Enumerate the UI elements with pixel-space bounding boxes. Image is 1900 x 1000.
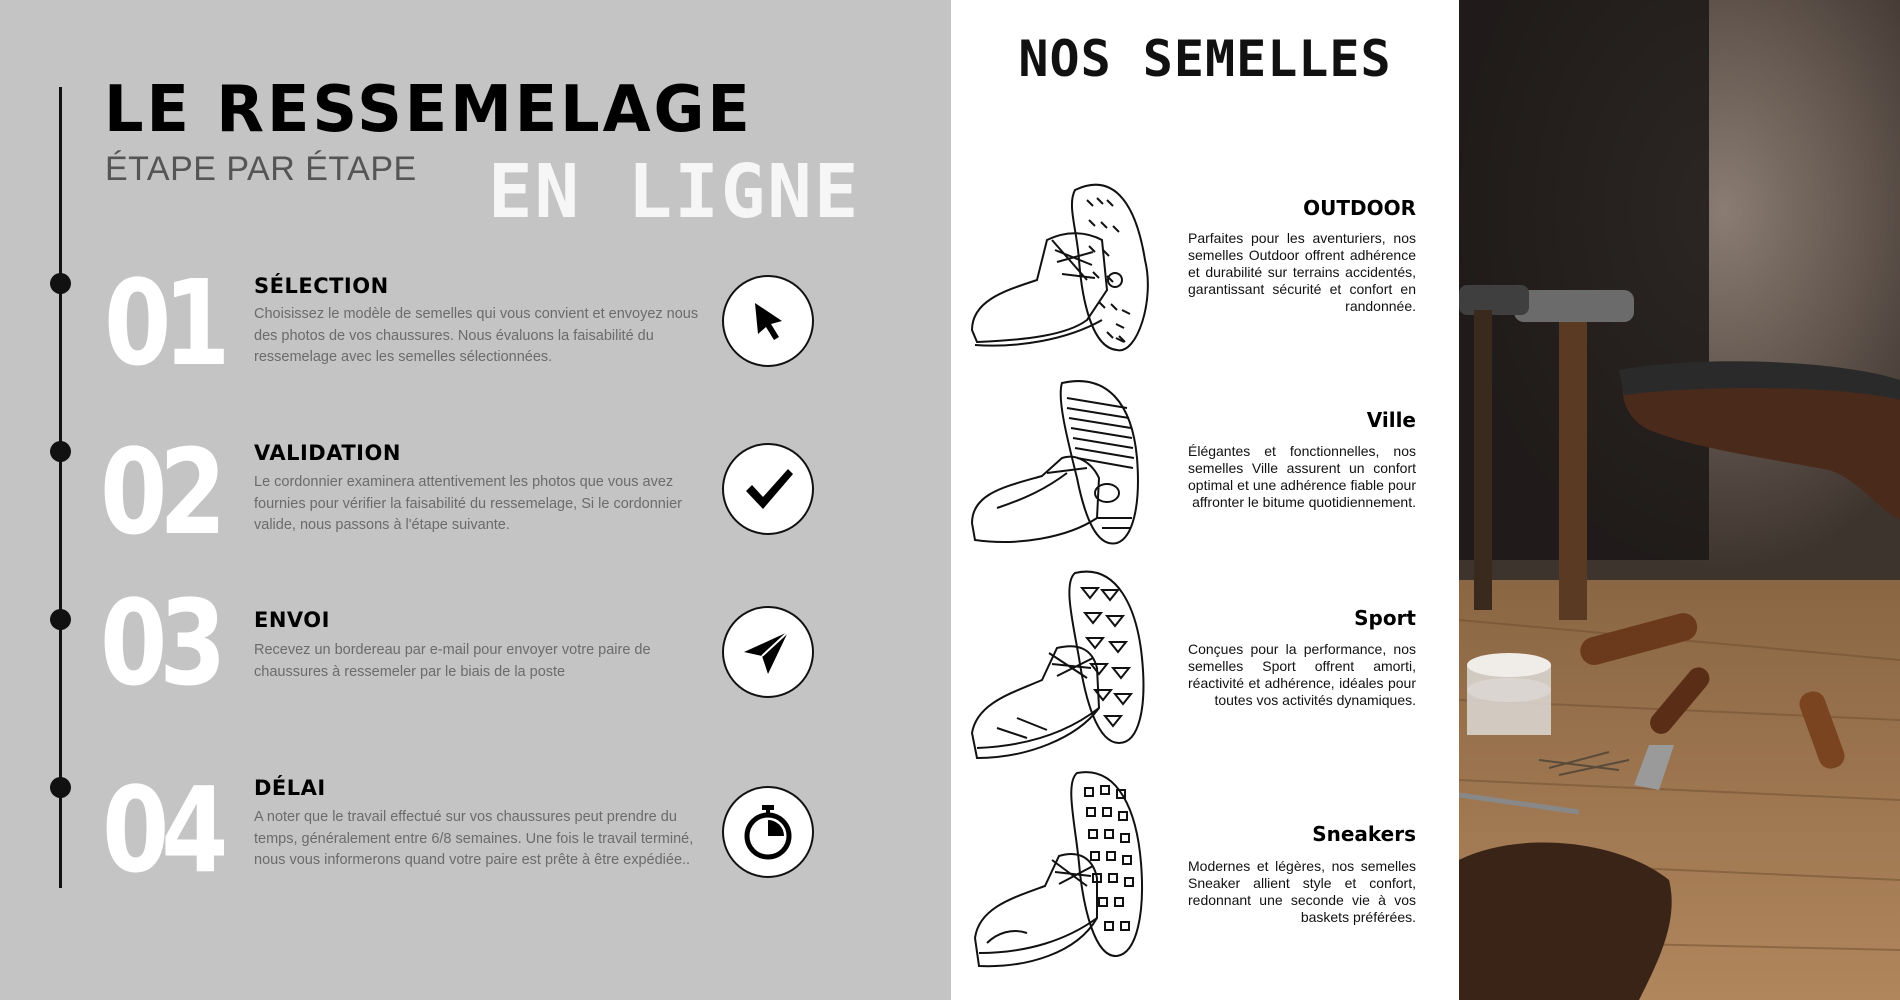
check-icon [722,443,814,535]
en-ligne-stamp: EN LIGNE [488,149,861,235]
step-title-2: VALIDATION [254,441,401,465]
step-number-2: 02 [100,423,219,561]
cursor-icon [722,275,814,367]
step-number-3: 03 [100,574,219,712]
stopwatch-icon [722,786,814,878]
page-subtitle: ÉTAPE PAR ÉTAPE [105,150,417,188]
sole-desc-sneakers: Modernes et légères, nos semelles Sneaker allient style et confort, redonnant une seconde vie à vos baskets préférées. [1188,858,1416,925]
page-title: LE RESSEMELAGE [104,73,753,147]
sneakers-shoe-illustration [967,768,1177,983]
sole-name-outdoor: OUTDOOR [1303,196,1416,220]
sole-desc-sport: Conçues pour la performance, nos semelles Sport offrent amorti, réactivité et adhérence, idéales pour toutes vos activités dynamiques. [1188,641,1416,708]
send-icon [722,606,814,698]
timeline-dot-3 [50,609,71,630]
step-title-1: SÉLECTION [254,274,389,298]
sole-name-sport: Sport [1354,606,1416,630]
sport-shoe-illustration [967,568,1177,773]
step-title-3: ENVOI [254,608,330,632]
timeline-line [59,87,62,888]
sole-desc-ville: Élégantes et fonctionnelles, nos semelles Ville assurent un confort optimal et une adhérence fiable pour affronter le bitume quotidiennement. [1188,443,1416,510]
outdoor-shoe-illustration [967,170,1177,370]
step-text-2: Le cordonnier examinera attentivement les photos que vous avez fournies pour vérifier la faisabilité du ressemelage, Si le cordonnier valide, nous passons à l'étape suivante. [254,474,682,533]
workshop-scene [1459,0,1900,1000]
step-title-4: DÉLAI [254,776,326,800]
step-text-4: A noter que le travail effectué sur vos chaussures peut prendre du temps, généralement entre 6/8 semaines. Une fois le travail terminé, nous vous informerons quand votre paire est prête à être expédiée.. [254,809,694,868]
soles-title: NOS SEMELLES [1018,30,1392,88]
timeline-dot-1 [50,273,71,294]
cobbler-workshop-photo [1459,0,1900,1000]
ville-shoe-illustration [967,368,1177,568]
step-text-1: Choisissez le modèle de semelles qui vous convient et envoyez nous des photos de vos chaussures. Nous évaluons la faisabilité du ressemelage avec les semelles sélectionnées. [254,306,699,365]
sole-name-sneakers: Sneakers [1312,822,1416,846]
step-number-1: 01 [104,254,223,392]
timeline-dot-4 [50,777,71,798]
timeline-dot-2 [50,441,71,462]
sole-desc-outdoor: Parfaites pour les aventuriers, nos semelles Outdoor offrent adhérence et durabilité sur terrains accidentés, garantissant sécurité et confort en randonnée. [1188,230,1416,314]
sole-name-ville: Ville [1366,408,1416,432]
soles-panel [951,0,1459,1000]
step-number-4: 04 [102,761,221,899]
step-text-3: Recevez un bordereau par e-mail pour envoyer votre paire de chaussures à ressemeler par le biais de la poste [254,642,651,680]
